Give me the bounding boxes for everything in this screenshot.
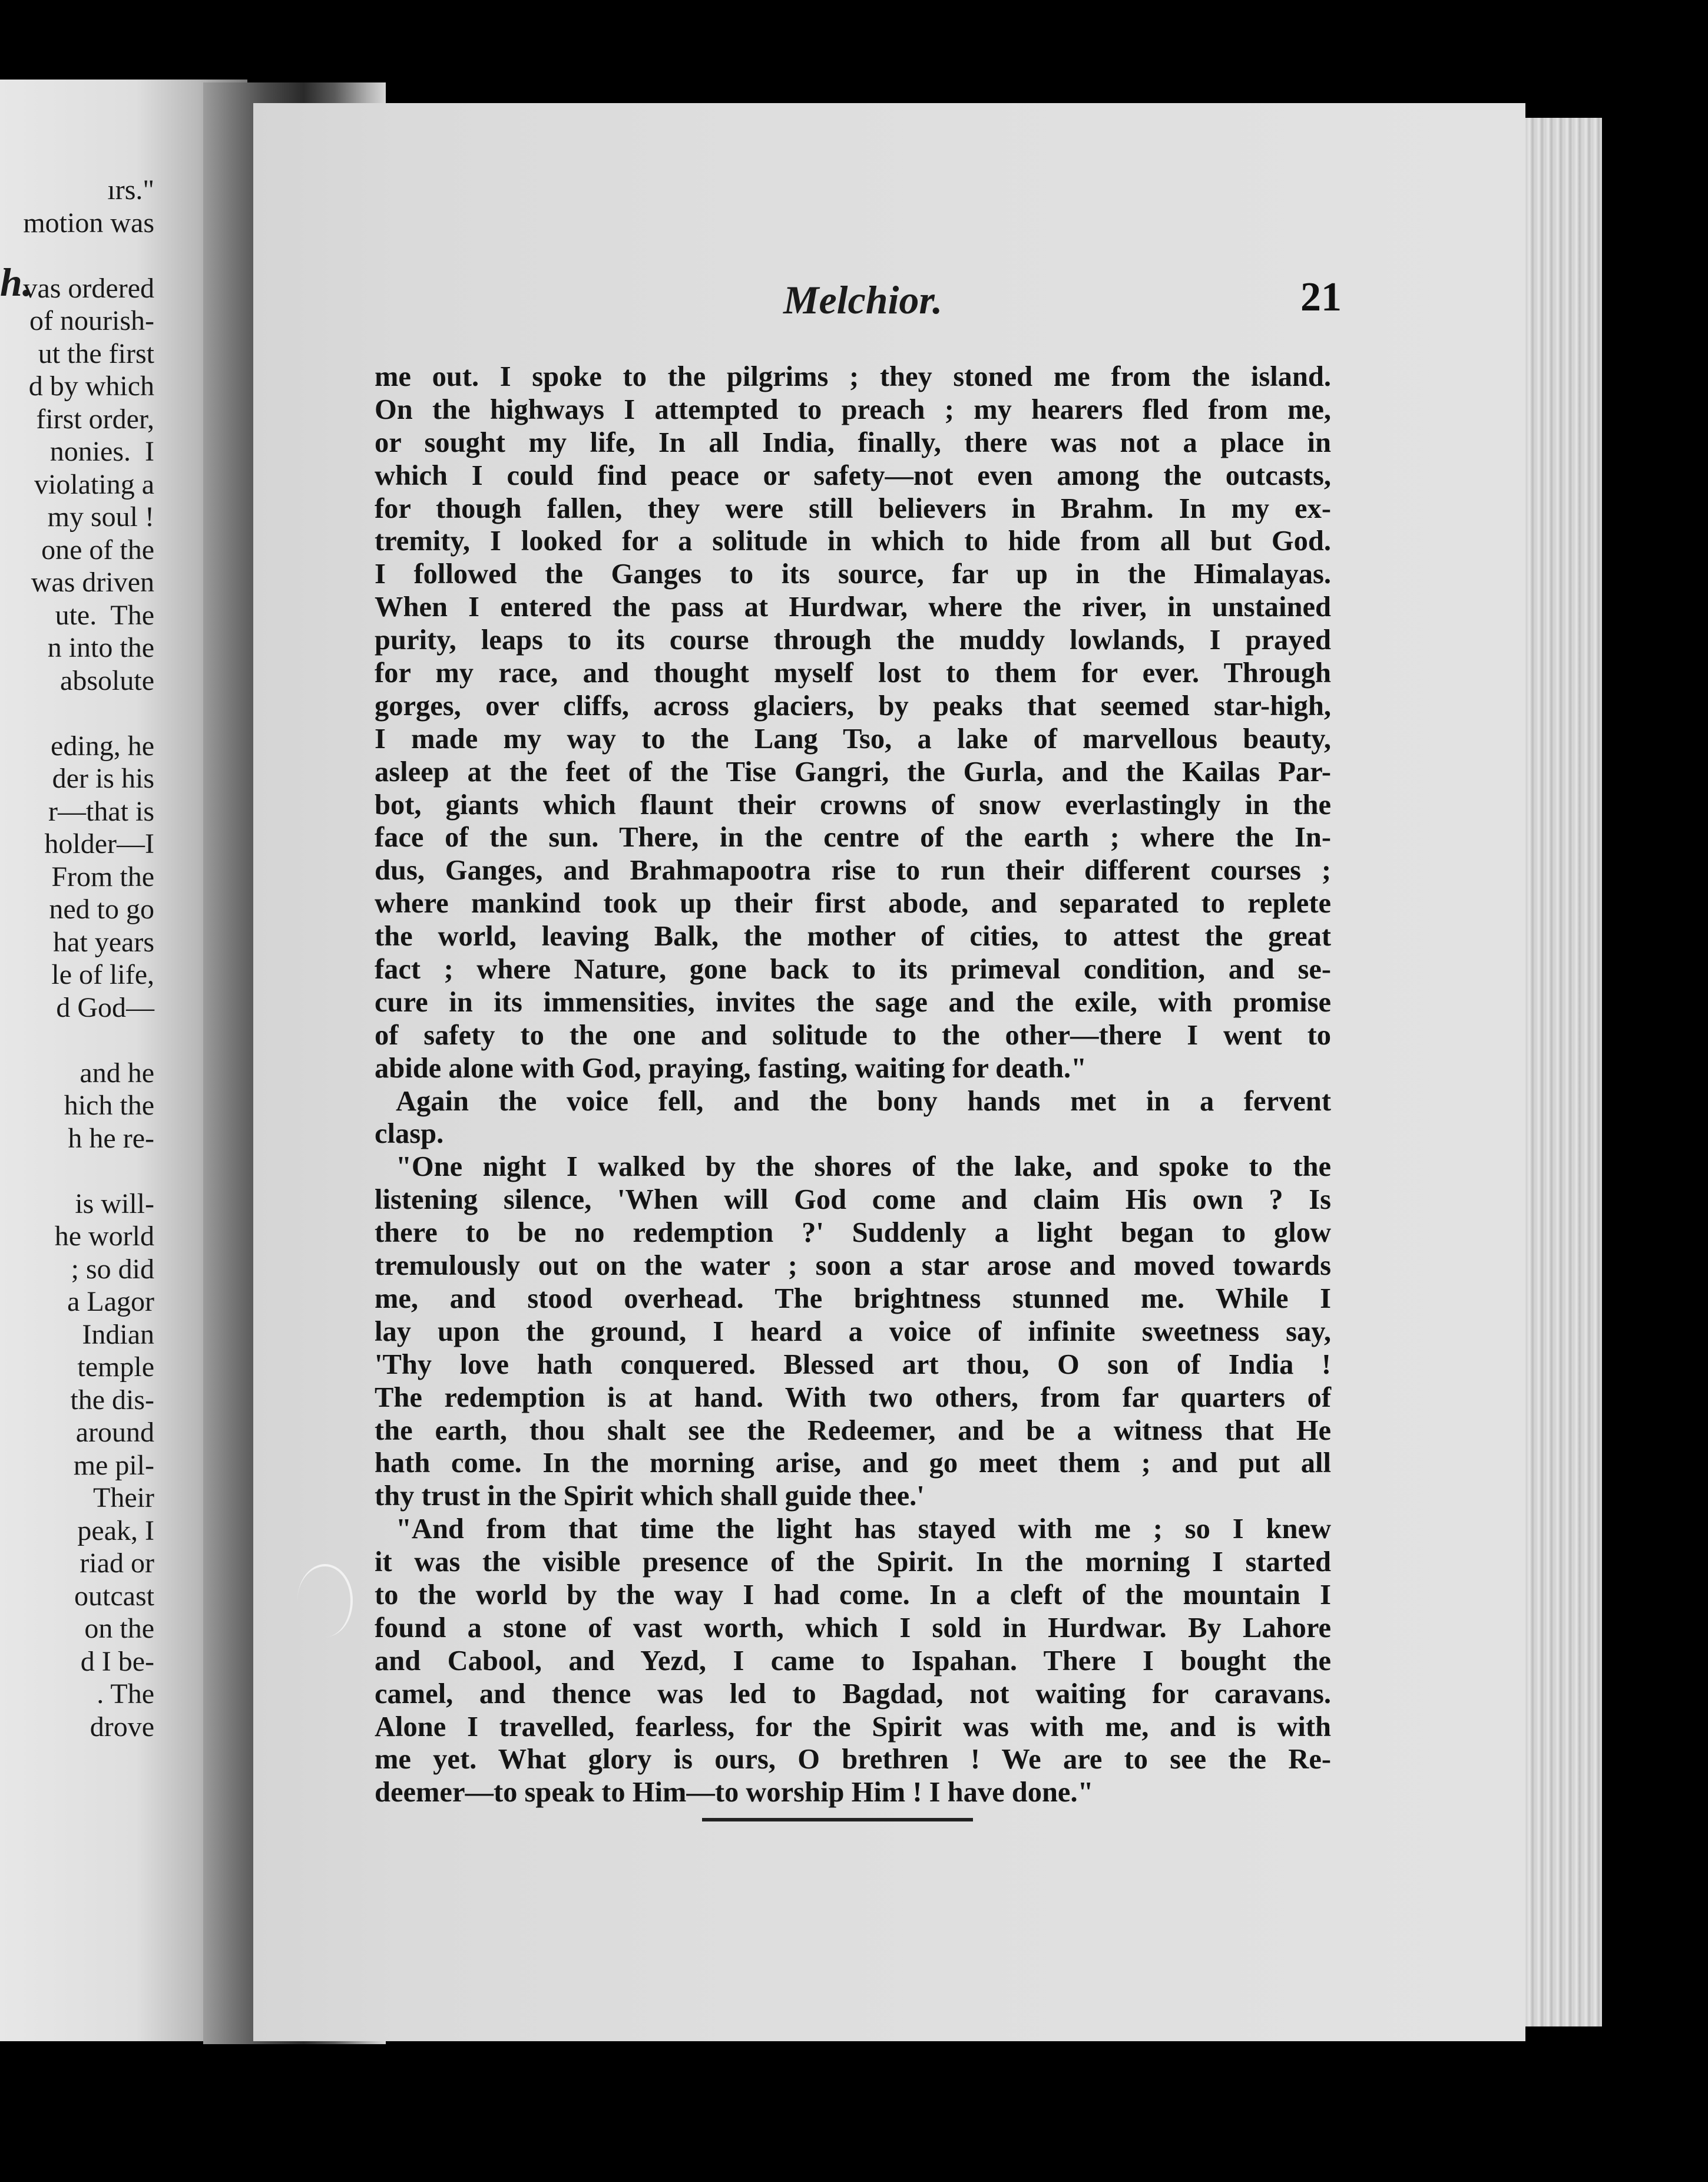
text-line: face of the sun. There, in the centre of the earth ; where the In- — [375, 822, 1331, 854]
text-line: thy trust in the Spirit which shall guide thee.' — [375, 1480, 925, 1512]
text-line: me, and stood overhead. The brightness stunned me. While I — [375, 1282, 1331, 1314]
text-line: tremity, I looked for a solitude in which to hide from all but God. — [375, 525, 1331, 557]
left-page-line: of nourish- — [29, 305, 154, 336]
text-line: or sought my life, In all India, finally, there was not a place in — [375, 427, 1331, 458]
left-page-line: my soul ! — [47, 501, 154, 533]
left-page-line: h he re- — [68, 1122, 154, 1154]
left-page-line: vas ordered — [23, 272, 154, 304]
text-line: tremulously out on the water ; soon a star arose and moved towards — [375, 1250, 1331, 1282]
text-line: Alone I travelled, fearless, for the Spirit was with me, and is with — [375, 1711, 1331, 1743]
text-line: asleep at the feet of the Tise Gangri, the Gurla, and the Kailas Par- — [375, 756, 1331, 788]
text-line: and Cabool, and Yezd, I came to Ispahan. There I bought the — [375, 1645, 1331, 1677]
text-line: the earth, thou shalt see the Redeemer, and be a witness that He — [375, 1414, 1331, 1446]
left-page-line — [0, 697, 154, 730]
text-line: gorges, over cliffs, across glaciers, by peaks that seemed star-high, — [375, 690, 1331, 722]
text-line: listening silence, 'When will God come and claim His own ? Is — [375, 1184, 1331, 1216]
text-line: deemer—to speak to Him—to worship Him ! I have done." — [375, 1777, 1094, 1809]
text-line: clasp. — [375, 1118, 444, 1150]
left-page-line: d God— — [56, 991, 154, 1023]
margin-pencil-mark — [297, 1564, 353, 1637]
left-page-line: temple — [77, 1351, 154, 1383]
left-page-line: absolute — [60, 664, 154, 696]
left-page-line: is will- — [75, 1188, 154, 1219]
left-page-line: hat years — [53, 926, 154, 958]
left-page-line: holder—I — [44, 828, 154, 859]
left-page-line: Their — [93, 1482, 154, 1513]
text-line: camel, and thence was led to Bagdad, not waiting for caravans. — [375, 1678, 1331, 1710]
text-line: "And from that time the light has stayed with me ; so I knew — [396, 1513, 1331, 1545]
text-line: found a stone of vast worth, which I sold in Hurdwar. By Lahore — [375, 1612, 1331, 1644]
left-page-line: first order, — [36, 403, 154, 435]
left-page-line: nonies. I — [49, 436, 154, 467]
text-line: I made my way to the Lang Tso, a lake of marvellous beauty, — [375, 723, 1331, 755]
left-page-line: the dis- — [70, 1384, 154, 1416]
left-page-line: d by which — [28, 371, 154, 402]
text-line: When I entered the pass at Hurdwar, where the river, in unstained — [375, 591, 1331, 623]
left-page-line: r—that is — [48, 795, 154, 827]
left-page-line — [0, 1024, 154, 1057]
left-page-line: riad or — [80, 1548, 154, 1579]
left-page-line: peak, I — [77, 1515, 154, 1546]
text-line: me yet. What glory is ours, O brethren ! We are to see the Re- — [375, 1744, 1331, 1776]
text-line: lay upon the ground, I heard a voice of infinite sweetness say, — [375, 1315, 1331, 1347]
left-page-line: outcast — [74, 1580, 154, 1612]
page-number: 21 — [1300, 275, 1342, 320]
left-page-line: der is his — [52, 763, 154, 794]
left-page-text-column — [0, 174, 154, 1743]
text-line: for my race, and thought myself lost to them for ever. Through — [375, 657, 1331, 689]
left-page-heading-fragment: h. — [0, 260, 32, 305]
left-page-line: a Lagor — [67, 1286, 154, 1317]
left-page-line: motion was — [23, 207, 154, 239]
running-title: Melchior. — [783, 277, 943, 322]
text-line: The redemption is at hand. With two others, from far quarters of — [375, 1381, 1331, 1413]
section-end-rule — [702, 1818, 973, 1821]
text-line: I followed the Ganges to its source, far up in the Himalayas. — [375, 558, 1331, 590]
left-page-line: around — [75, 1417, 154, 1448]
left-page-line: one of the — [41, 534, 154, 566]
text-line: me out. I spoke to the pilgrims ; they stoned me from the island. — [375, 361, 1331, 392]
left-page-line: ut the first — [38, 338, 154, 369]
left-page-line: he world — [54, 1221, 154, 1252]
left-page-line: eding, he — [51, 730, 154, 762]
left-page-line: on the — [84, 1613, 154, 1644]
text-line: purity, leaps to its course through the muddy lowlands, I prayed — [375, 624, 1331, 656]
text-line: Again the voice fell, and the bony hands met in a fervent — [396, 1085, 1331, 1117]
left-page-line: ned to go — [49, 894, 154, 925]
text-line: where mankind took up their first abode, and separated to replete — [375, 888, 1331, 920]
text-line: it was the visible presence of the Spirit. In the morning I started — [375, 1546, 1331, 1578]
text-line: abide alone with God, praying, fasting, waiting for death." — [375, 1052, 1087, 1084]
left-page-line: me pil- — [73, 1449, 154, 1481]
text-line: there to be no redemption ?' Suddenly a light began to glow — [375, 1217, 1331, 1249]
left-page-line — [0, 239, 154, 272]
text-line: "One night I walked by the shores of the lake, and spoke to the — [396, 1151, 1331, 1183]
left-page-line: d I be- — [80, 1645, 154, 1677]
text-line: On the highways I attempted to preach ; my hearers fled from me, — [375, 394, 1331, 425]
text-line: which I could find peace or safety—not even among the outcasts, — [375, 459, 1331, 491]
left-page-line: n into the — [47, 632, 154, 663]
text-line: the world, leaving Balk, the mother of cities, to attest the great — [375, 921, 1331, 953]
text-line: 'Thy love hath conquered. Blessed art thou, O son of India ! — [375, 1348, 1331, 1380]
text-line: dus, Ganges, and Brahmapootra rise to run their different courses ; — [375, 855, 1331, 887]
text-line: of safety to the one and solitude to the other—there I went to — [375, 1019, 1331, 1051]
left-page-line: was driven — [31, 567, 154, 598]
left-page-line — [0, 1155, 154, 1188]
text-line: cure in its immensities, invites the sage and the exile, with promise — [375, 986, 1331, 1018]
left-page-line: violating a — [34, 468, 154, 500]
left-page-line: ırs." — [107, 174, 154, 206]
left-page-line: and he — [80, 1057, 154, 1089]
left-page-line: hich the — [64, 1090, 154, 1121]
left-page-line: From the — [51, 861, 154, 892]
left-page-line: Indian — [82, 1318, 154, 1350]
left-page-line: . The — [97, 1678, 154, 1710]
page-edges — [1517, 118, 1602, 2026]
text-line: bot, giants which flaunt their crowns of snow everlastingly in the — [375, 789, 1331, 821]
body-text — [375, 361, 1331, 1809]
text-line: fact ; where Nature, gone back to its primeval condition, and se- — [375, 954, 1331, 986]
left-page-line: le of life, — [51, 959, 154, 990]
left-page-line: ute. The — [55, 599, 154, 631]
left-page-line: ; so did — [71, 1253, 154, 1285]
text-line: to the world by the way I had come. In a cleft of the mountain I — [375, 1579, 1331, 1611]
left-page-line: drove — [90, 1711, 154, 1743]
text-line: for though fallen, they were still believers in Brahm. In my ex- — [375, 492, 1331, 524]
text-line: hath come. In the morning arise, and go meet them ; and put all — [375, 1447, 1331, 1479]
